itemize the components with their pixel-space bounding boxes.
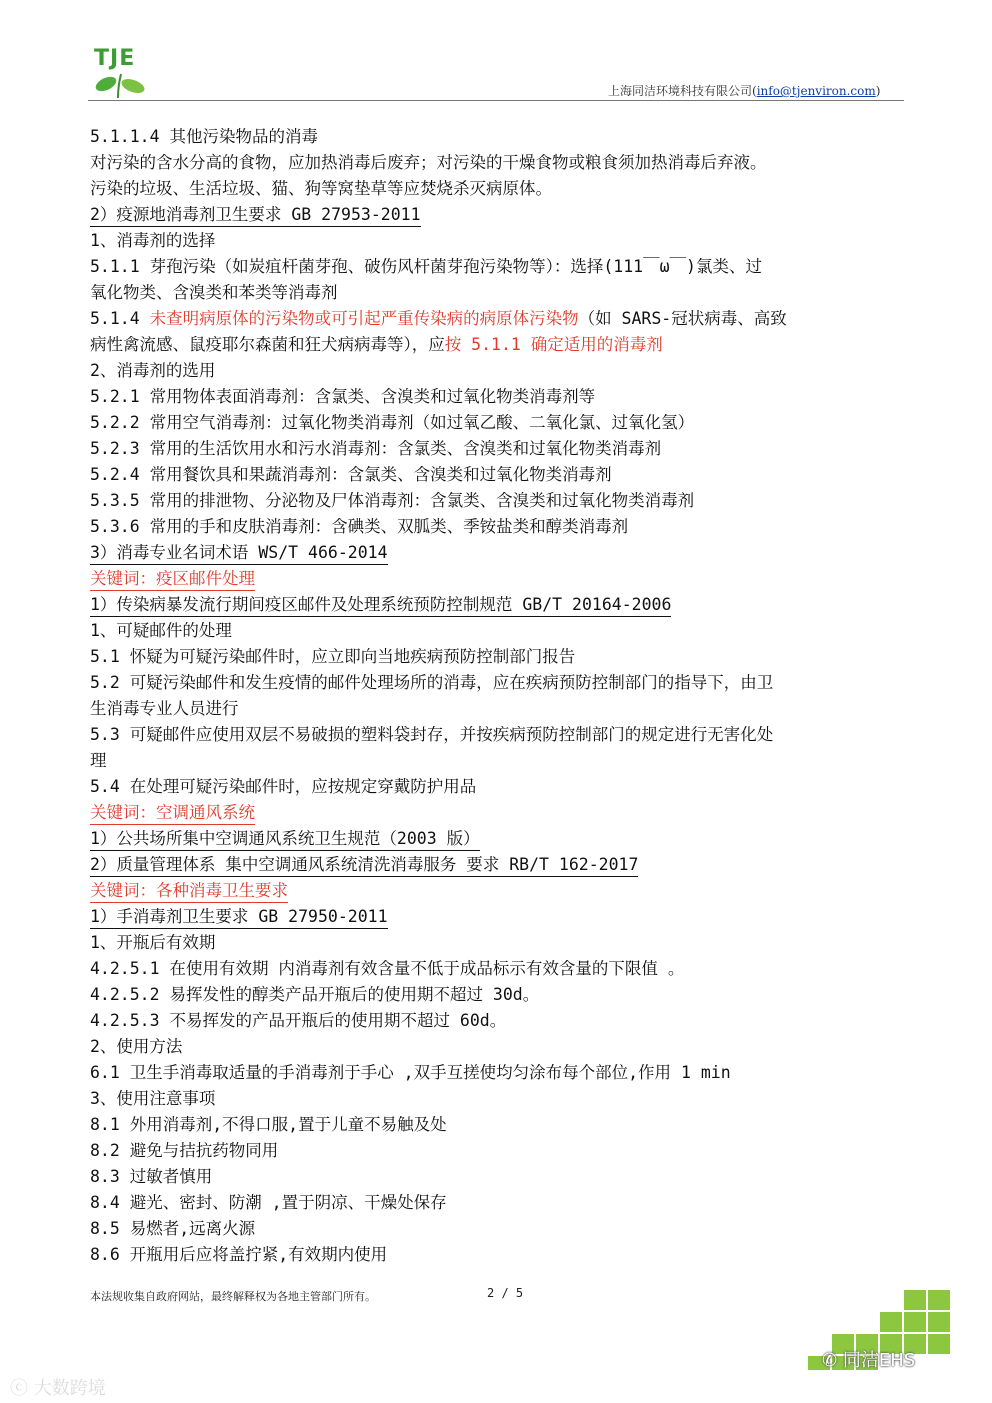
text-line (90, 462, 910, 488)
text-line (90, 748, 910, 774)
text-line (90, 280, 910, 306)
text-line (90, 540, 910, 566)
wechat-account-label (822, 1346, 915, 1372)
text-span: 污染的垃圾、生活垃圾、猫、狗等窝垫草等应焚烧杀灭病原体。 (90, 179, 552, 198)
email-link[interactable]: info@tjenviron.com (756, 84, 876, 98)
text-line (90, 644, 910, 670)
document-body (90, 124, 910, 1268)
text-line (90, 488, 910, 514)
text-span: 8.5 易燃者,远离火源 (90, 1219, 256, 1238)
company-close: ) (875, 84, 881, 98)
text-line (90, 124, 910, 150)
text-line (90, 436, 910, 462)
grid-cell (928, 1290, 950, 1310)
text-line (90, 384, 910, 410)
highlight-text: 按 5.1.1 确定适用的消毒剂 (444, 335, 663, 354)
grid-cell (904, 1290, 926, 1310)
text-line (90, 826, 910, 852)
text-span: 5.2 可疑污染邮件和发生疫情的邮件处理场所的消毒，应在疾病预防控制部门的指导下，由卫 (90, 673, 774, 692)
text-line (90, 566, 910, 592)
underlined-heading: 1）传染病暴发流行期间疫区邮件及处理系统预防控制规范 GB/T 20164-2006 (90, 594, 671, 617)
underlined-heading: 关键词：各种消毒卫生要求 (90, 880, 288, 903)
text-line (90, 410, 910, 436)
text-span: 8.3 过敏者慎用 (90, 1167, 213, 1186)
text-line (90, 1008, 910, 1034)
text-span: 5.4 在处理可疑污染邮件时，应按规定穿戴防护用品 (90, 777, 477, 796)
text-span: 氧化物类、含溴类和苯类等消毒剂 (90, 283, 338, 302)
text-span: 5.3 可疑邮件应使用双层不易破损的塑料袋封存，并按疾病预防控制部门的规定进行无害化处 (90, 725, 774, 744)
grid-cell (928, 1312, 950, 1332)
header-divider (88, 100, 904, 101)
company-logo (88, 46, 158, 102)
text-span: 1、开瓶后有效期 (90, 933, 216, 952)
text-span: 对污染的含水分高的食物，应加热消毒后废弃；对污染的干燥食物或粮食须加热消毒后弃液。 (90, 153, 767, 172)
text-span: 6.1 卫生手消毒取适量的手消毒剂于手心 ,双手互搓使均匀涂布每个部位,作用 1 min (90, 1063, 731, 1082)
text-line (90, 696, 910, 722)
wechat-name: 同洁EHS (842, 1350, 916, 1371)
underlined-heading: 3）消毒专业名词术语 WS/T 466-2014 (90, 542, 388, 565)
text-line (90, 1242, 910, 1268)
text-span: 生消毒专业人员进行 (90, 699, 239, 718)
text-line (90, 202, 910, 228)
text-line (90, 956, 910, 982)
text-span: 4.2.5.2 易挥发性的醇类产品开瓶后的使用期不超过 30d。 (90, 985, 540, 1004)
text-line (90, 878, 910, 904)
underlined-heading: 关键词：疫区邮件处理 (90, 568, 255, 591)
text-line (90, 254, 910, 280)
text-line (90, 1112, 910, 1138)
text-line (90, 722, 910, 748)
watermark-icon: ⓒ (10, 1378, 28, 1399)
text-span: 病性禽流感、鼠疫耶尔森菌和狂犬病病毒等），应 (90, 335, 445, 354)
text-span: 5.1.4 (90, 309, 150, 328)
company-name (608, 82, 880, 99)
text-line (90, 618, 910, 644)
highlight-text: 未查明病原体的污染物或可引起严重传染病的病原体污染物 (149, 309, 579, 328)
text-span: 5.1.1 芽孢污染（如炭疽杆菌芽孢、破伤风杆菌芽孢污染物等）：选择(111￣ω￣)氯类、过 (90, 257, 762, 276)
text-span: （如 SARS-冠状病毒、高致 (578, 309, 787, 328)
wechat-icon: ✆ (822, 1350, 838, 1371)
leaf-icon (88, 46, 158, 102)
text-line (90, 228, 910, 254)
text-span: 8.4 避光、密封、防潮 ,置于阴凉、干燥处保存 (90, 1193, 447, 1212)
grid-cell (928, 1334, 950, 1354)
text-line (90, 1216, 910, 1242)
text-span: 5.3.5 常用的排泄物、分泌物及尸体消毒剂：含氯类、含溴类和过氧化物类消毒剂 (90, 491, 695, 510)
text-span: 5.1.1.4 其他污染物品的消毒 (90, 127, 318, 146)
watermark (10, 1374, 106, 1400)
text-line (90, 1034, 910, 1060)
text-span: 5.3.6 常用的手和皮肤消毒剂：含碘类、双胍类、季铵盐类和醇类消毒剂 (90, 517, 629, 536)
text-line (90, 800, 910, 826)
page-number: 2 / 5 (487, 1286, 524, 1300)
text-span: 1、消毒剂的选择 (90, 231, 216, 250)
text-line (90, 930, 910, 956)
text-line (90, 306, 910, 332)
text-span: 5.2.3 常用的生活饮用水和污水消毒剂：含氯类、含溴类和过氧化物类消毒剂 (90, 439, 662, 458)
text-line (90, 904, 910, 930)
text-line (90, 1164, 910, 1190)
text-line (90, 358, 910, 384)
text-span: 2、消毒剂的选用 (90, 361, 216, 380)
text-line (90, 1060, 910, 1086)
underlined-heading: 2）质量管理体系 集中空调通风系统清洗消毒服务 要求 RB/T 162-2017 (90, 854, 638, 877)
underlined-heading: 关键词：空调通风系统 (90, 802, 255, 825)
text-line (90, 176, 910, 202)
underlined-heading: 1）手消毒剂卫生要求 GB 27950-2011 (90, 906, 388, 929)
text-line (90, 982, 910, 1008)
text-span: 5.1 怀疑为可疑污染邮件时，应立即向当地疾病预防控制部门报告 (90, 647, 576, 666)
text-span: 8.6 开瓶用后应将盖拧紧,有效期内使用 (90, 1245, 388, 1264)
text-span: 3、使用注意事项 (90, 1089, 216, 1108)
underlined-heading: 1）公共场所集中空调通风系统卫生规范（2003 版） (90, 828, 480, 851)
text-line (90, 852, 910, 878)
logo-text: TJE (94, 46, 136, 71)
text-line (90, 150, 910, 176)
text-span: 理 (90, 751, 107, 770)
text-line (90, 332, 910, 358)
grid-cell (904, 1312, 926, 1332)
footer-note: 本法规收集自政府网站，最终解释权为各地主管部门所有。 (90, 1290, 376, 1303)
text-line (90, 670, 910, 696)
text-span: 5.2.4 常用餐饮具和果蔬消毒剂：含氯类、含溴类和过氧化物类消毒剂 (90, 465, 612, 484)
text-span: 5.2.1 常用物体表面消毒剂：含氯类、含溴类和过氧化物类消毒剂等 (90, 387, 596, 406)
text-line (90, 1086, 910, 1112)
underlined-heading: 2）疫源地消毒剂卫生要求 GB 27953-2011 (90, 204, 421, 227)
text-span: 8.1 外用消毒剂,不得口服,置于儿童不易触及处 (90, 1115, 447, 1134)
text-span: 4.2.5.3 不易挥发的产品开瓶后的使用期不超过 60d。 (90, 1011, 507, 1030)
text-line (90, 1190, 910, 1216)
grid-cell (880, 1312, 902, 1332)
text-line (90, 774, 910, 800)
text-span: 1、可疑邮件的处理 (90, 621, 232, 640)
watermark-text: 大数跨境 (33, 1378, 106, 1399)
company-label: 上海同洁环境科技有限公司( (608, 84, 757, 98)
text-span: 5.2.2 常用空气消毒剂：过氧化物类消毒剂（如过氧乙酸、二氧化氯、过氧化氢） (90, 413, 695, 432)
text-span: 8.2 避免与拮抗药物同用 (90, 1141, 279, 1160)
text-line (90, 592, 910, 618)
text-line (90, 1138, 910, 1164)
text-span: 2、使用方法 (90, 1037, 183, 1056)
text-line (90, 514, 910, 540)
text-span: 4.2.5.1 在使用有效期 内消毒剂有效含量不低于成品标示有效含量的下限值 。 (90, 959, 685, 978)
